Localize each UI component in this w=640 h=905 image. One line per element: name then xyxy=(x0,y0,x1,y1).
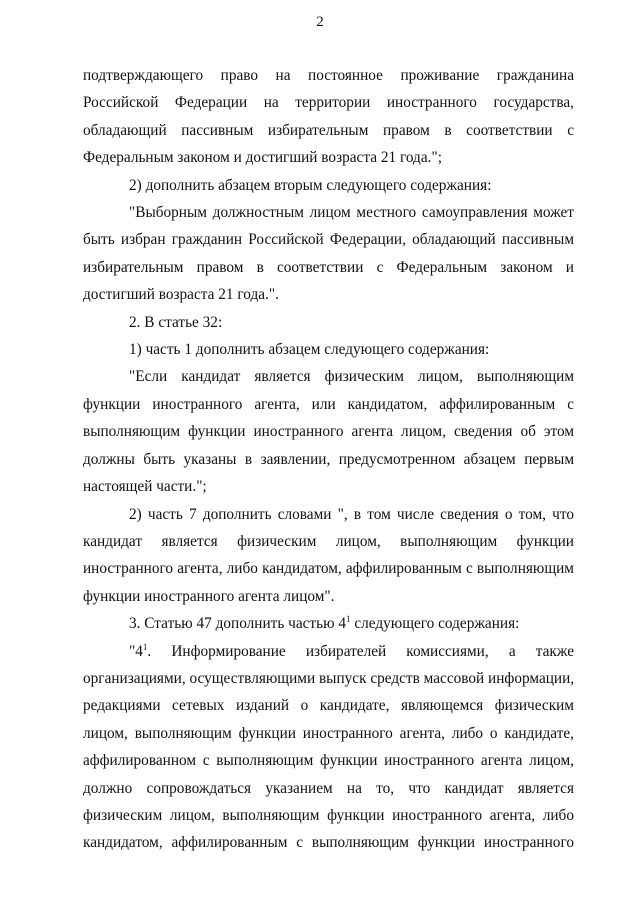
paragraph xyxy=(83,172,574,199)
text-line: "Если кандидат является физическим лицом, выполняющим xyxy=(129,368,574,386)
text-line: избирательным правом в соответствии с Федеральным законом и xyxy=(83,258,574,276)
text-line: "$4^1$. Информирование избирателей комиссиями, а также xyxy=(129,641,574,660)
text-line: 3. Статью 47 дополнить частью $4^1$ следующего содержания: xyxy=(129,614,520,633)
text-line: организациями, осуществляющими выпуск средств массовой информации, xyxy=(83,669,575,687)
text-line: иностранного агента, либо кандидатом, аффилированным с выполняющим xyxy=(83,560,574,578)
text-line: достигший возраста 21 года.". xyxy=(83,286,279,304)
paragraph xyxy=(83,336,574,363)
text-line: аффилированном с выполняющим функции иностранного агента лицом, xyxy=(83,752,574,770)
text-line: редакциями сетевых изданий о кандидате, являющемся физическим xyxy=(83,697,574,715)
text-line: Федеральным законом и достигший возраста 21 года."; xyxy=(83,149,442,167)
text-line: функции иностранного агента, или кандидатом, аффилированным с xyxy=(83,395,574,413)
document-body xyxy=(83,62,574,857)
text-line: должны быть указаны в заявлении, предусмотренном абзацем первым xyxy=(83,450,574,468)
text-line: 2. В статье 32: xyxy=(129,313,223,331)
text-line: лицом, выполняющим функции иностранного агента, либо о кандидате, xyxy=(83,724,574,742)
paragraph xyxy=(83,501,574,611)
paragraph xyxy=(83,62,574,172)
text-line: Российской Федерации на территории иностранного государства, xyxy=(83,94,574,112)
text-line: подтверждающего право на постоянное проживание гражданина xyxy=(83,67,574,84)
paragraph xyxy=(83,638,574,857)
paragraph xyxy=(83,309,574,336)
text-line: обладающий пассивным избирательным правом в соответствии с xyxy=(83,121,574,139)
text-line: 1) часть 1 дополнить абзацем следующего содержания: xyxy=(129,341,490,359)
text-line: "Выборным должностным лицом местного самоуправления может xyxy=(129,204,574,222)
paragraph xyxy=(83,199,574,309)
text-line: настоящей части."; xyxy=(83,478,207,496)
text-line: кандидат является физическим лицом, выполняющим функции xyxy=(83,532,574,550)
paragraph xyxy=(83,363,574,500)
page-number: 2 xyxy=(316,14,324,30)
text-line: 2) дополнить абзацем вторым следующего содержания: xyxy=(129,176,492,194)
text-line: должно сопровождаться указанием на то, что кандидат является xyxy=(83,779,574,797)
text-line: выполняющим функции иностранного агента лицом, сведения об этом xyxy=(83,423,574,441)
text-line: 2) часть 7 дополнить словами ", в том числе сведения о том, что xyxy=(129,505,574,523)
paragraph xyxy=(83,610,574,637)
text-line: быть избран гражданин Российской Федерации, обладающий пассивным xyxy=(83,231,574,249)
text-line: функции иностранного агента лицом". xyxy=(83,587,335,605)
text-line: кандидатом, аффилированным с выполняющим функции иностранного xyxy=(83,834,574,852)
text-line: физическим лицом, выполняющим функции иностранного агента, либо xyxy=(83,806,574,824)
